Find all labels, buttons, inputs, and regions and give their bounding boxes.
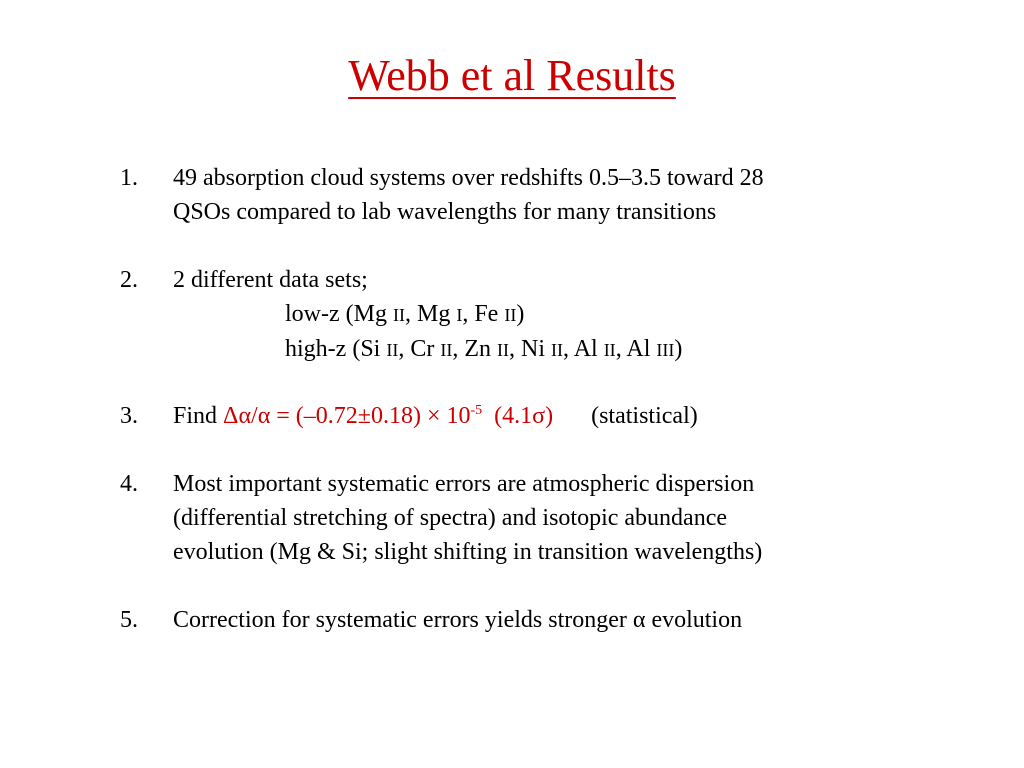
ion-label: Al III [626, 336, 675, 362]
item-line: Most important systematic errors are atmospheric dispersion [173, 471, 755, 497]
item-line: evolution (Mg & Si; slight shifting in transition wavelengths) [173, 539, 763, 565]
item-number: 4. [120, 471, 138, 497]
item-number: 5. [120, 607, 138, 633]
ion-label: Si II [360, 336, 399, 362]
item-line: (differential stretching of spectra) and isotopic abundance [173, 505, 728, 531]
item-text [173, 161, 893, 229]
item-line: Correction for systematic errors yields stronger α evolution [173, 607, 743, 633]
ion-label: Zn II [464, 336, 509, 362]
item-number: 1. [120, 165, 138, 191]
item-line: 49 absorption cloud systems over redshifts 0.5–3.5 toward 28 [173, 165, 764, 191]
item-number: 3. [120, 403, 138, 429]
ion-label: Al II [573, 336, 616, 362]
item-line: 2 different data sets; [173, 267, 368, 293]
item-text [173, 263, 893, 367]
item-text [173, 399, 893, 433]
high-z-dataset: high-z (Si II, Cr II, Zn II, Ni II, Al II, Al III) [285, 336, 683, 362]
low-z-dataset: low-z (Mg II, Mg I, Fe II) [285, 301, 525, 327]
item-number: 2. [120, 267, 138, 293]
ion-label: Cr II [410, 336, 453, 362]
delta-alpha-result: $\Delta\alpha/\alpha = (-0.72\pm 0.18) \times 10^{-5}$ (4.1σ) [223, 403, 554, 429]
statistical-note: (statistical) [591, 403, 698, 429]
ion-label: Mg I [416, 301, 463, 327]
ion-label: Ni II [521, 336, 563, 362]
item-line: QSOs compared to lab wavelengths for many transitions [173, 199, 717, 225]
ion-label: Mg II [353, 301, 405, 327]
find-label: Find [173, 403, 218, 429]
ion-label: Fe II [474, 301, 517, 327]
item-text [173, 603, 893, 637]
slide-title: Webb et al Results [348, 51, 676, 100]
item-text [173, 467, 893, 569]
